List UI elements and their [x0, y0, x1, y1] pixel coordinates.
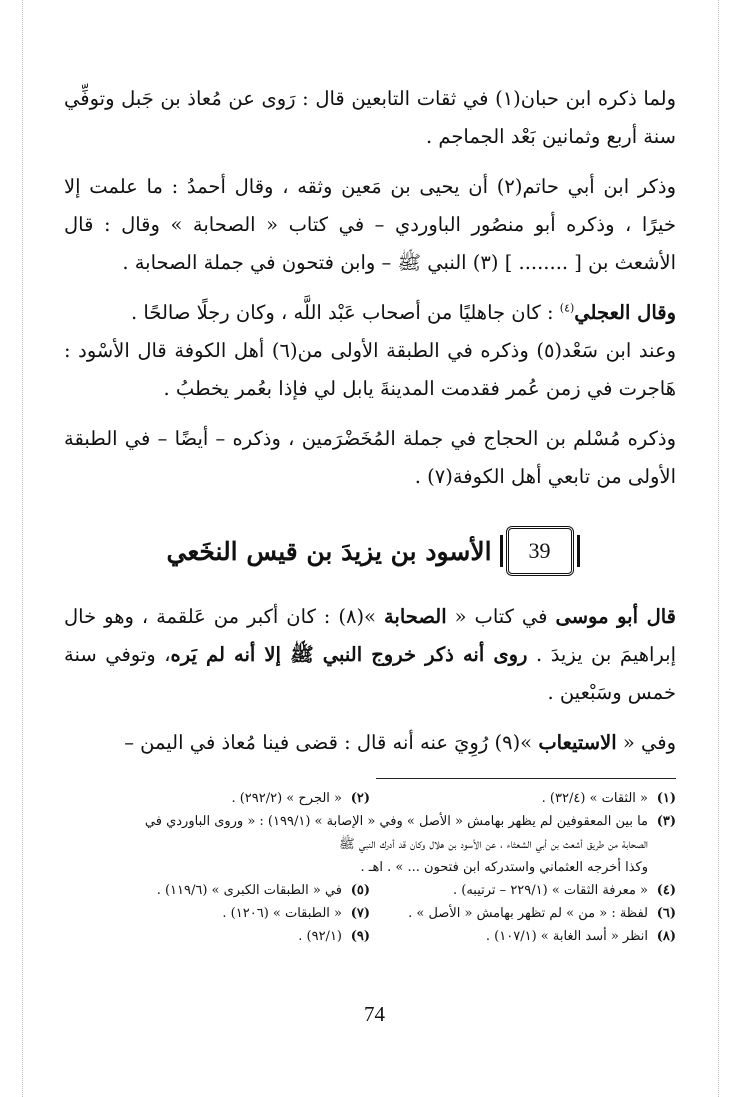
footnote-row-3 [64, 810, 676, 833]
footnote-row-6 [64, 902, 676, 925]
paragraph-abu-musa [64, 598, 676, 712]
footnote-text: لفظة : « من » لم تظهر بهامش « الأصل » . [408, 906, 648, 921]
paragraph-istiab-c: »(٩) رُوِيَ عنه أنه قال : قضى فينا مُعاذ في اليمن – [124, 731, 539, 754]
paragraph-ibn-abi-hatim: وذكر ابن أبي حاتم(٢) أن يحيى بن مَعين وثقه ، وقال أحمدُ : ما علمت إلا خيرًا ، وذكره أبو منصُور الباوردي – في كتاب « الصحابة » وقال : قال الأشعث بن [ ........ ] (٣) النبي ﷺ – وابن فتحون في جملة الصحابة . [64, 175, 676, 274]
footnote-row-8 [64, 925, 676, 948]
paragraph-ibn-hibban: ولما ذكره ابن حبان(١) في ثقات التابعين قال : رَوى عن مُعاذ بن جَبل وتوفِّي سنة أربع وثمانين بَعْد الجماجم . [64, 87, 676, 148]
footnote-number: (٨) [656, 929, 676, 944]
entry-title: الأسود بن يزيدَ بن قيس النخَعي [166, 536, 492, 566]
footnote-text: في « الطبقات الكبرى » (١١٩/٦) . [156, 883, 342, 898]
paragraph-istiab-a: وفي « [616, 731, 676, 754]
page-body [64, 80, 676, 948]
paragraph-abu-musa-a: في كتاب « [446, 605, 556, 628]
footnote-text: « معرفة الثقات » (٢٢٩/١ – ترتيبه) . [452, 883, 648, 898]
footnote-text: انظر « أسد الغابة » (١٠٧/١) . [485, 929, 648, 944]
footnote-number: (٩) [350, 929, 370, 944]
paragraph-abu-musa-c: »(٨) : كان أكبر من عَلقمة ، وهو خال إبراهيمَ بن يزيدَ . [64, 605, 677, 666]
footnote-text: « الطبقات » (١٢٠٦) . [222, 906, 342, 921]
footnote-text: ما بين المعقوفين لم يظهر بهامش « الأصل » وفي « الإصابة » (١٩٩/١) : « وروى الباوردي في [144, 814, 648, 829]
page-number: 74 [364, 1002, 385, 1026]
paragraph-istiab [64, 724, 676, 762]
footnote-number: (٣) [656, 814, 676, 829]
footnote-number: (١) [656, 791, 676, 806]
page-edge-left [22, 0, 23, 1097]
paragraph-al-ijli-text: : كان جاهليًا من أصحاب عَبْد اللَّه ، وكان رجلًا صالحًا . [131, 301, 560, 324]
paragraph-abu-musa-book: الصحابة [383, 605, 447, 628]
footnote-text: (٩٢/١) . [298, 929, 342, 944]
footnote-text: « الثقات » (٣٢/٤) . [541, 791, 648, 806]
footnote-number: (٥) [350, 883, 370, 898]
footnote-divider [376, 778, 676, 779]
paragraph-abu-musa-e: ، وتوفي سنة خمس وسَبْعين . [64, 643, 676, 704]
footnote-number: (٤) [656, 883, 676, 898]
paragraph-istiab-book: الاستيعاب [538, 731, 617, 754]
footnote-row-1 [64, 787, 676, 810]
page-edge-right [718, 0, 719, 1097]
footnote-row-4 [64, 879, 676, 902]
entry-number-box [506, 526, 574, 576]
entry-number: 39 [528, 538, 551, 563]
footnote-number: (٦) [656, 906, 676, 921]
footnotes [64, 787, 676, 948]
footnote-3-continuation-2: وكذا أخرجه العثماني واستدركه ابن فتحون ... » . اهـ . [360, 860, 648, 875]
footnote-number: (٧) [350, 906, 370, 921]
paragraph-abu-musa-lead: قال أبو موسى [555, 605, 676, 628]
footnote-3-continuation-1: الصحابة من طريق أشعث بن أبي الشعثاء ، عن الأسود بن هلال وكان قد أدرك النبي ﷺ [339, 837, 648, 852]
footnote-ref-4: (٤) [559, 301, 575, 315]
footnote-number: (٢) [350, 791, 370, 806]
paragraph-al-ijli-lead: وقال العجلي [574, 301, 676, 324]
paragraph-al-ijli [64, 294, 676, 332]
paragraph-abu-musa-bold: روى أنه ذكر خروج النبي ﷺ إلا أنه لم يَره [170, 643, 528, 666]
paragraph-ibn-sad: وعند ابن سَعْد(٥) وذكره في الطبقة الأولى من(٦) أهل الكوفة قال الأسْود : هَاجرت في زمن عُمر فقدمت المدينةَ يابل لي فإذا بعُمر يخطبُ . [64, 339, 676, 400]
footnote-text: « الجرح » (٢٩٢/٢) . [231, 791, 342, 806]
paragraph-muslim: وذكره مُسْلم بن الحجاج في جملة المُخَضْرَمين ، وذكره – أيضًا – في الطبقة الأولى من تابعي أهل الكوفة(٧) . [64, 427, 676, 488]
entry-heading [64, 526, 676, 576]
